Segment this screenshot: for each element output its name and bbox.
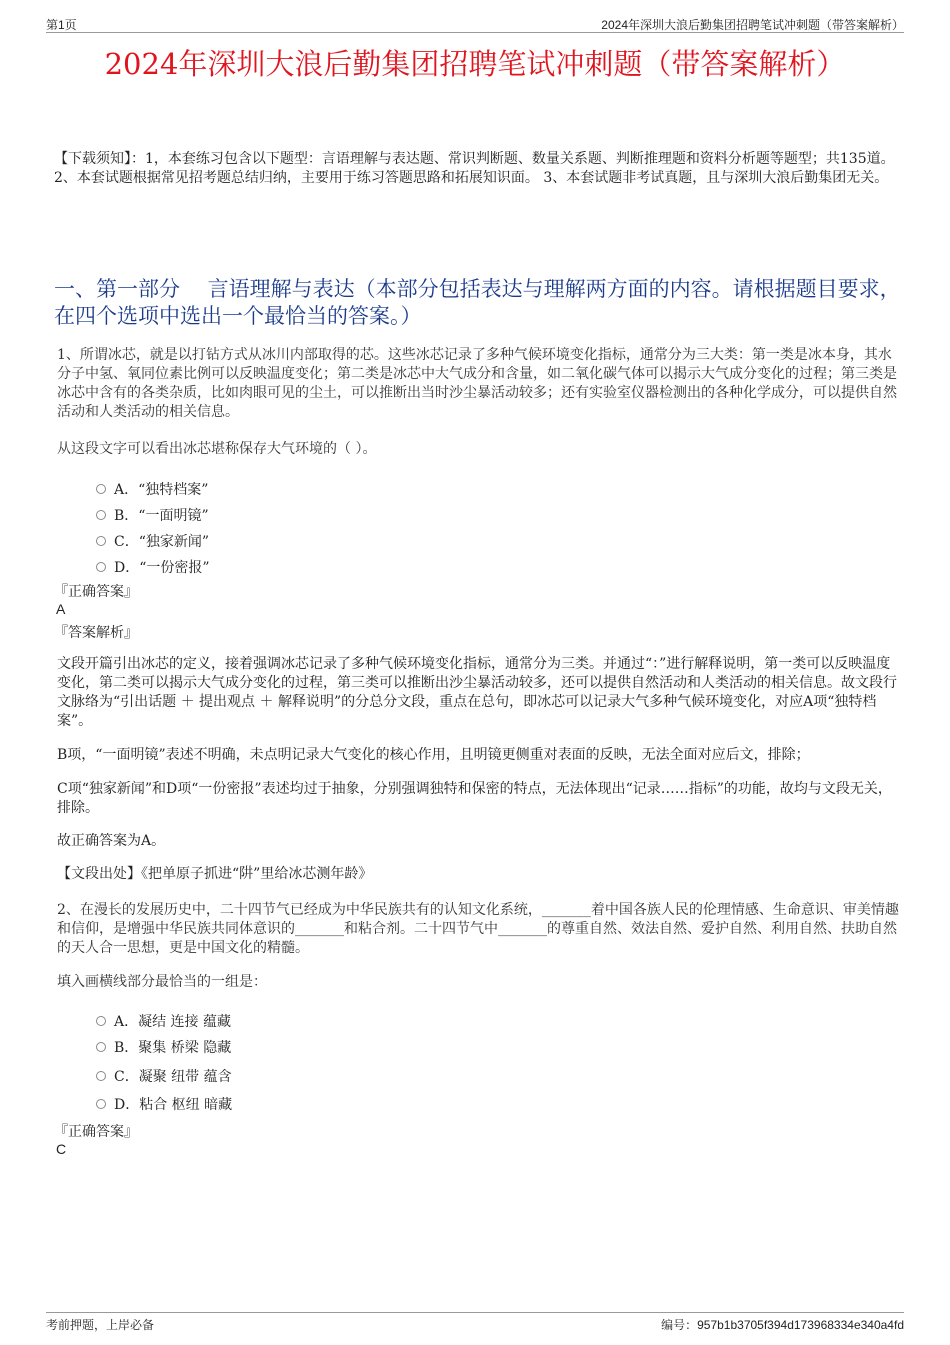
option-c[interactable] <box>96 1060 232 1091</box>
analysis-label: 『答案解析』 <box>54 625 138 641</box>
radio-icon[interactable] <box>96 510 106 520</box>
q2-question: 填入画横线部分最恰当的一组是： <box>57 974 267 990</box>
option-d[interactable] <box>96 554 210 580</box>
q2-stem: 2、在漫长的发展历史中，二十四节气已经成为中华民族共有的认知文化系统，_______着中国各族人民的伦理情感、生命意识、审美情趣和信仰，是增强中华民族共同体意识的_______和粘合剂。二十四节气中_______的尊重自然、效法自然、爱护自然、利用自然、扶助自然的天人合一思想，更是中国文化的精髓。 <box>57 902 899 956</box>
option-label: B．聚集 桥梁 隐藏 <box>114 1040 232 1056</box>
page-number: 第1页 <box>46 18 77 32</box>
radio-icon[interactable] <box>96 536 106 546</box>
radio-icon[interactable] <box>96 484 106 494</box>
document-title: 2024年深圳大浪后勤集团招聘笔试冲刺题（带答案解析） <box>104 47 846 81</box>
section-heading: 一、第一部分 言语理解与表达（本部分包括表达与理解两方面的内容。请根据题目要求，在四个选项中选出一个最恰当的答案。） <box>54 277 901 328</box>
radio-icon[interactable] <box>96 1042 106 1052</box>
analysis-paragraph: B项，“一面明镜”表述不明确，未点明记录大气变化的核心作用，且明镜更侧重对表面的反映，无法全面对应后文，排除； <box>57 747 810 763</box>
option-b[interactable] <box>96 502 210 528</box>
source: 【文段出处】《把单原子抓进“阱”里给冰芯测年龄》 <box>57 866 373 882</box>
analysis-paragraph: 文段开篇引出冰芯的定义，接着强调冰芯记录了多种气候环境变化指标，通常分为三类。并通过“：”进行解释说明，第一类可以反映温度变化，第二类可以揭示大气成分变化的过程，第三类可以推断出沙尘暴活动较多，还可以提供自然活动和人类活动的相关信息。故文段行文脉络为“引出话题 ＋ 提出观点 ＋ 解释说明”的分总分文段，重点在总句，即冰芯可以记录大气多种气候环境变化，对应A项“独特档案”。 <box>57 656 897 729</box>
option-label: A．“独特档案” <box>114 482 209 498</box>
radio-icon[interactable] <box>96 562 106 572</box>
q1-options <box>96 476 210 580</box>
page-footer <box>46 1312 904 1333</box>
answer-value: A <box>56 601 66 617</box>
option-label: C．凝聚 纽带 蕴含 <box>114 1068 232 1085</box>
footer-slogan: 考前押题，上岸必备 <box>46 1318 155 1332</box>
option-a[interactable] <box>96 476 210 502</box>
option-label: A．凝结 连接 蕴藏 <box>114 1014 232 1030</box>
code-value: 957b1b3705f394d173968334e340a4fd <box>697 1318 904 1332</box>
option-b[interactable] <box>96 1034 232 1060</box>
analysis-paragraph: 故正确答案为A。 <box>57 833 166 849</box>
analysis-paragraph: C项“独家新闻”和D项“一份密报”表述均过于抽象，分别强调独特和保密的特点，无法体现出“记录……指标”的功能，故均与文段无关，排除。 <box>57 781 892 816</box>
header-title: 2024年深圳大浪后勤集团招聘笔试冲刺题（带答案解析） <box>601 18 904 32</box>
download-notice: 【下载须知】：1，本套练习包含以下题型：言语理解与表达题、常识判断题、数量关系题、判断推理题和资料分析题等题型；共135道。 2、本套试题根据常见招考题总结归纳，主要用于练习答题思路和拓展知识面。 3、本套试题非考试真题，且与深圳大浪后勤集团无关。 <box>54 151 895 186</box>
radio-icon[interactable] <box>96 1016 106 1026</box>
q2-options <box>96 1008 232 1117</box>
answer-label: 『正确答案』 <box>54 1124 138 1140</box>
document-code <box>661 1316 904 1333</box>
option-label: C．“独家新闻” <box>114 534 210 550</box>
option-a[interactable] <box>96 1008 232 1034</box>
page-header <box>46 14 904 33</box>
radio-icon[interactable] <box>96 1071 106 1081</box>
answer-label: 『正确答案』 <box>54 584 138 600</box>
option-c[interactable] <box>96 528 210 554</box>
option-d[interactable] <box>96 1091 232 1117</box>
radio-icon[interactable] <box>96 1099 106 1109</box>
code-label: 编号： <box>661 1318 698 1332</box>
q1-stem: 1、所谓冰芯，就是以打钻方式从冰川内部取得的芯。这些冰芯记录了多种气候环境变化指标，通常分为三大类：第一类是冰本身，其水分子中氢、氧同位素比例可以反映温度变化；第二类是冰芯中大气成分和含量，如二氧化碳气体可以揭示大气成分变化的过程；第三类是冰芯中含有的各类杂质，比如肉眼可见的尘土，可以推断出当时沙尘暴活动较多；还有实验室仪器检测出的各种化学成分，可以提供自然活动和人类活动的相关信息。 <box>57 347 897 420</box>
option-label: D．粘合 枢纽 暗藏 <box>114 1097 233 1113</box>
option-label: D．“一份密报” <box>114 560 210 576</box>
option-label: B．“一面明镜” <box>114 508 209 524</box>
answer-value: C <box>56 1141 67 1157</box>
q1-question: 从这段文字可以看出冰芯堪称保存大气环境的（ ）。 <box>57 441 377 457</box>
